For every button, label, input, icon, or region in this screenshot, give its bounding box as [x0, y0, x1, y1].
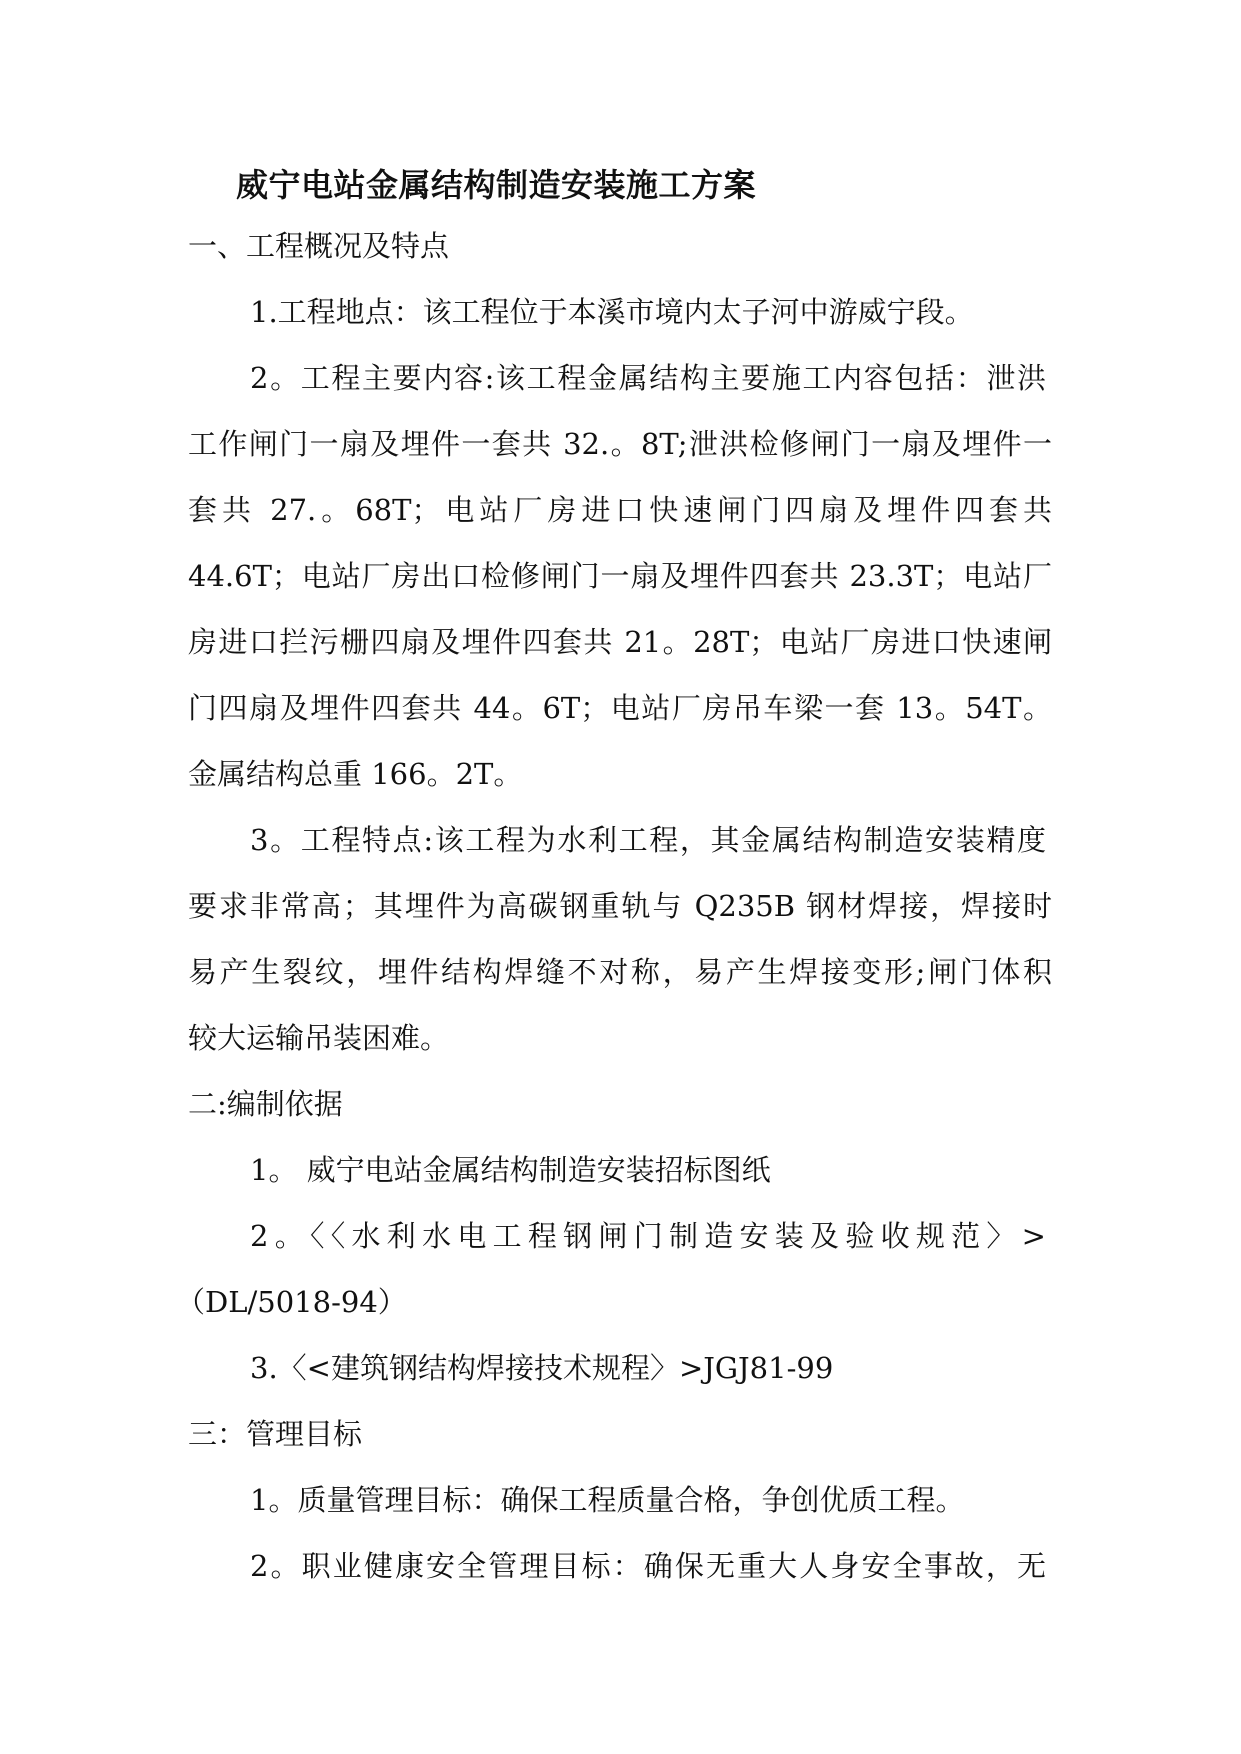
paragraph-features-line-3: 易产生裂纹，埋件结构焊缝不对称，易产生焊接变形;闸门体积 — [188, 955, 1052, 989]
paragraph-content-line-4: 44.6T；电站厂房出口检修闸门一扇及埋件四套共 23.3T；电站厂 — [188, 559, 1052, 593]
paragraph-content-line-5: 房进口拦污栅四扇及埋件四套共 21。28T；电站厂房进口快速闸 — [188, 625, 1052, 659]
basis-item-3: 3.〈<建筑钢结构焊接技术规程〉>JGJ81-99 — [250, 1351, 834, 1385]
paragraph-features-line-1: 3。工程特点:该工程为水利工程，其金属结构制造安装精度 — [250, 823, 1046, 857]
section-heading-basis: 二:编制依据 — [188, 1087, 343, 1121]
section-heading-overview: 一、工程概况及特点 — [188, 229, 450, 263]
paragraph-content-line-7: 金属结构总重 166。2T。 — [188, 757, 523, 791]
goal-item-2: 2。职业健康安全管理目标：确保无重大人身安全事故，无 — [250, 1549, 1046, 1583]
document-title: 威宁电站金属结构制造安装施工方案 — [236, 166, 757, 204]
paragraph-content-line-1: 2。工程主要内容:该工程金属结构主要施工内容包括：泄洪 — [250, 361, 1046, 395]
paragraph-features-line-2: 要求非常高；其埋件为高碳钢重轨与 Q235B 钢材焊接，焊接时 — [188, 889, 1052, 923]
paragraph-content-line-3: 套共 27.。68T；电站厂房进口快速闸门四扇及埋件四套共 — [188, 493, 1052, 527]
section-heading-goals: 三：管理目标 — [188, 1417, 363, 1451]
basis-item-1: 1。 威宁电站金属结构制造安装招标图纸 — [250, 1153, 771, 1187]
paragraph-features-line-4: 较大运输吊装困难。 — [188, 1021, 450, 1055]
paragraph-location: 1.工程地点：该工程位于本溪市境内太子河中游威宁段。 — [250, 295, 974, 329]
goal-item-1: 1。质量管理目标：确保工程质量合格，争创优质工程。 — [250, 1483, 965, 1517]
basis-item-2-line-1: 2。〈〈水利水电工程钢闸门制造安装及验收规范〉> — [250, 1219, 1046, 1253]
basis-item-2-line-2: （DL/5018-94） — [176, 1285, 407, 1319]
paragraph-content-line-6: 门四扇及埋件四套共 44。6T；电站厂房吊车梁一套 13。54T。 — [188, 691, 1052, 725]
paragraph-content-line-2: 工作闸门一扇及埋件一套共 32.。8T;泄洪检修闸门一扇及埋件一 — [188, 427, 1052, 461]
